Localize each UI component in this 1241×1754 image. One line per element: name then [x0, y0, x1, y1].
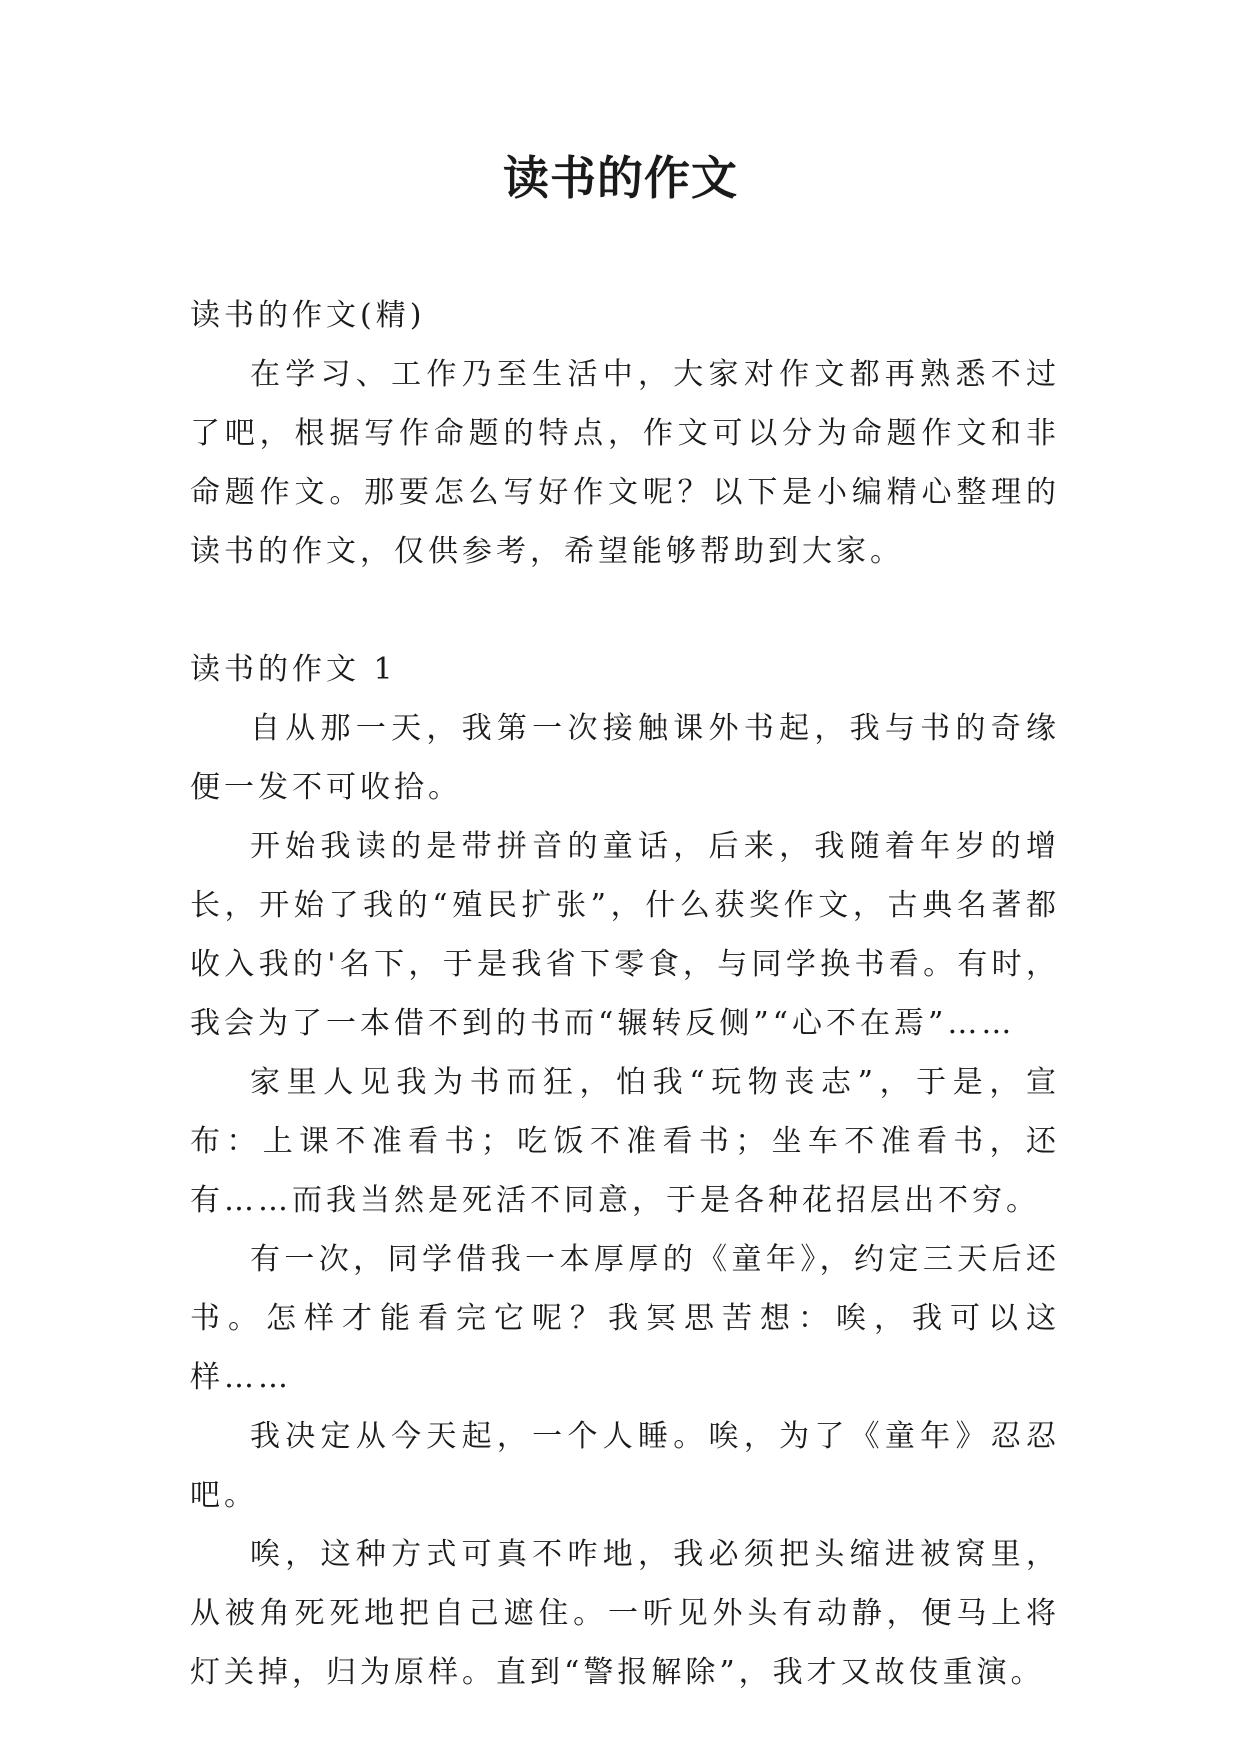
intro-heading: 读书的作文(精) [190, 298, 426, 333]
essay1-paragraph-2: 开始我读的是带拼音的童话，后来，我随着年岁的增长，开始了我的“殖民扩张”，什么获奖作文，古典名著都收入我的'名下，于是我省下零食，与同学换书看。有时，我会为了一本借不到的书而“辗转反侧”“心不在焉”…… [190, 829, 1060, 1041]
section-spacer [190, 581, 1060, 640]
essay1-heading: 读书的作文 1 [190, 652, 397, 687]
essay1-paragraph-3: 家里人见我为书而狂，怕我“玩物丧志”，于是，宣布：上课不准看书；吃饭不准看书；坐车不准看书，还有……而我当然是死活不同意，于是各种花招层出不穷。 [190, 1065, 1060, 1218]
essay1-paragraph-4: 有一次，同学借我一本厚厚的《童年》，约定三天后还书。怎样才能看完它呢？我冥思苦想：唉，我可以这样…… [190, 1242, 1060, 1395]
document-body [190, 286, 1060, 1702]
document-title: 读书的作文 [503, 151, 738, 205]
essay1-paragraph-1: 自从那一天，我第一次接触课外书起，我与书的奇缘便一发不可收拾。 [190, 711, 1060, 805]
essay1-paragraph-5: 我决定从今天起，一个人睡。唉，为了《童年》忍忍吧。 [190, 1419, 1060, 1513]
essay1-paragraph-6: 唉，这种方式可真不咋地，我必须把头缩进被窝里，从被角死死地把自己遮住。一听见外头有动静，便马上将灯关掉，归为原样。直到“警报解除”，我才又故伎重演。 [190, 1537, 1060, 1690]
intro-paragraph: 在学习、工作乃至生活中，大家对作文都再熟悉不过了吧，根据写作命题的特点，作文可以分为命题作文和非命题作文。那要怎么写好作文呢？以下是小编精心整理的读书的作文，仅供参考，希望能够帮助到大家。 [190, 357, 1060, 569]
